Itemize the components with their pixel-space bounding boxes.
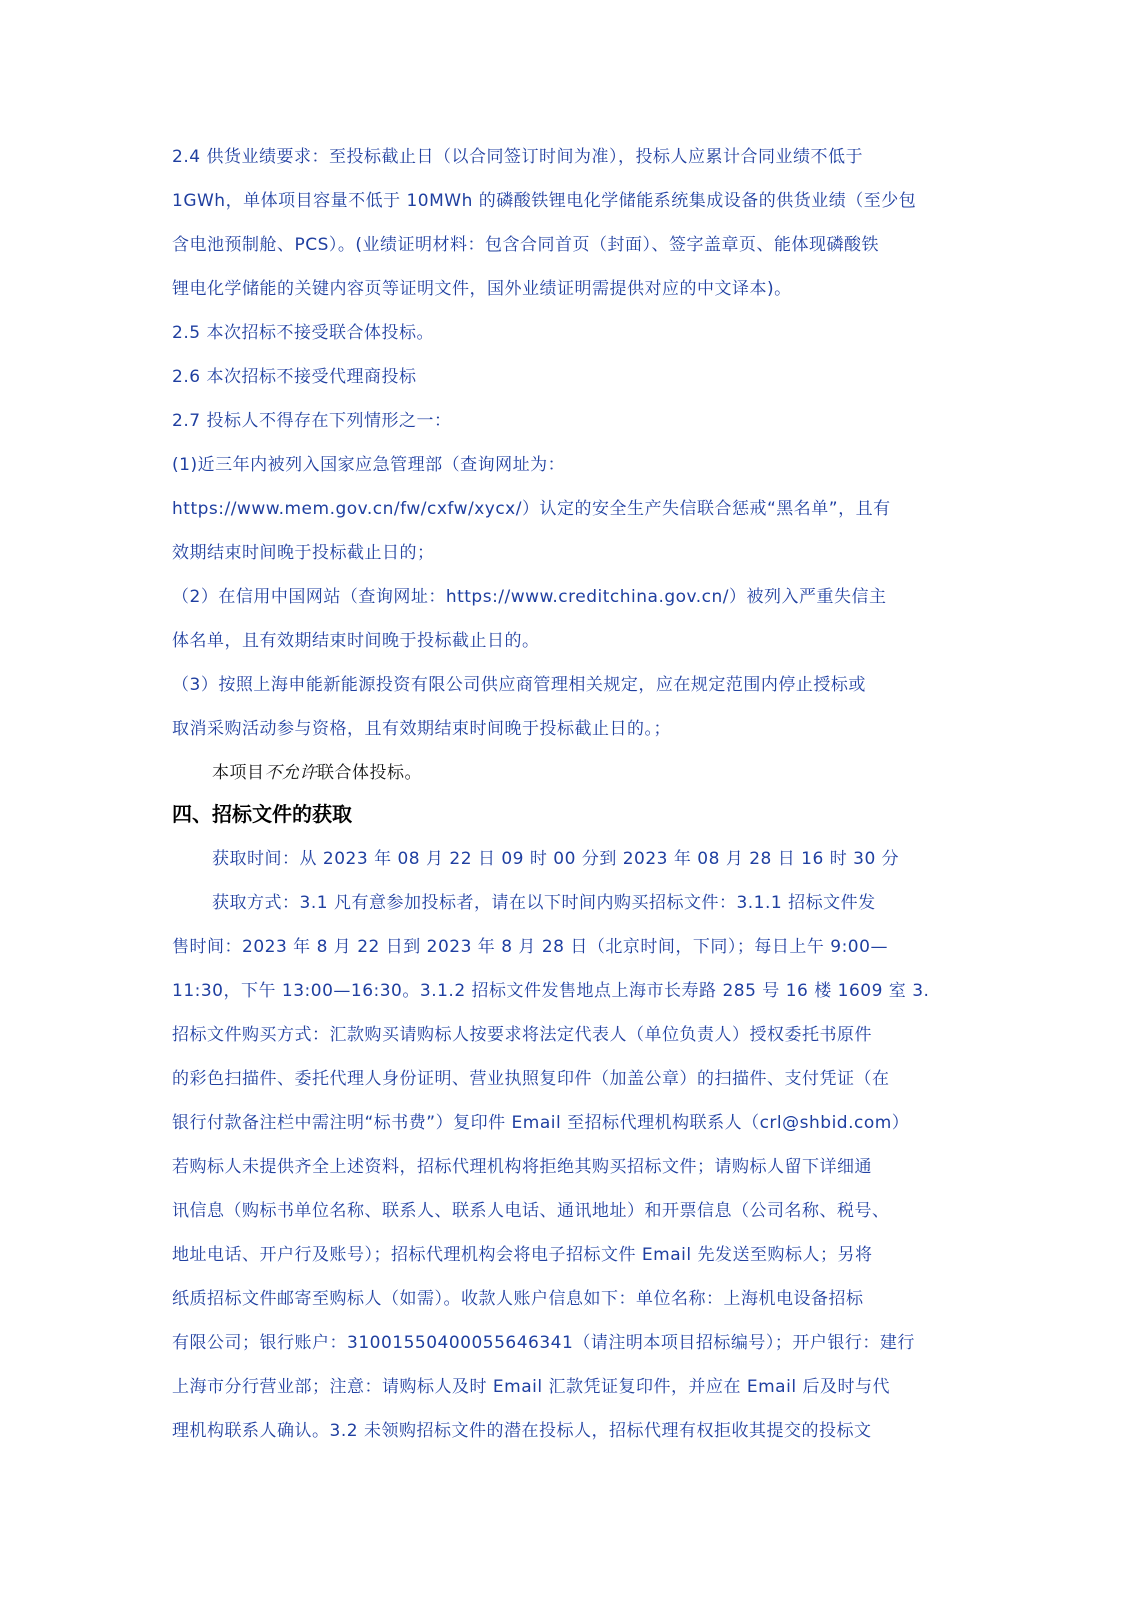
text-line-2-5: 2.5 本次招标不接受联合体投标。: [172, 323, 434, 343]
text-line-url-mem: https://www.mem.gov.cn/fw/cxfw/xycx/）认定的安全生产失信联合惩戒“黑名单”，且有: [172, 499, 891, 519]
text-line-2-6: 2.6 本次招标不接受代理商投标: [172, 367, 417, 387]
text-line-2-4: 2.4 供货业绩要求：至投标截止日（以合同签订时间为准），投标人应累计合同业绩不低于: [172, 147, 863, 167]
consortium-emphasis: 不允许: [264, 763, 317, 783]
text-line-email: 银行付款备注栏中需注明“标书费”）复印件 Email 至招标代理机构联系人（crl@shbid.com）: [172, 1113, 910, 1133]
acquisition-method-line: 获取方式：3.1 凡有意参加投标者，请在以下时间内购买招标文件：3.1.1 招标文件发: [212, 893, 876, 913]
text-line: 理机构联系人确认。3.2 未领购招标文件的潜在投标人，招标代理有权拒收其提交的投标文: [172, 1421, 872, 1441]
consortium-statement: [212, 760, 972, 786]
consortium-prefix: 本项目: [212, 763, 265, 783]
text-line: 招标文件购买方式：汇款购买请购标人按要求将法定代表人（单位负责人）授权委托书原件: [172, 1025, 872, 1045]
text-line-bank-account: 有限公司；银行账户：31001550400055646341（请注明本项目招标编号）；开户银行：建行: [172, 1333, 915, 1353]
text-line: 售时间：2023 年 8 月 22 日到 2023 年 8 月 28 日（北京时间，下同）；每日上午 9:00—: [172, 937, 888, 957]
text-line-2-7: 2.7 投标人不得存在下列情形之一：: [172, 411, 452, 431]
text-line: 取消采购活动参与资格，且有效期结束时间晚于投标截止日的。；: [172, 719, 671, 739]
text-line: 讯信息（购标书单位名称、联系人、联系人电话、通讯地址）和开票信息（公司名称、税号、: [172, 1201, 890, 1221]
text-line-item-3: （3）按照上海申能新能源投资有限公司供应商管理相关规定，应在规定范围内停止授标或: [172, 675, 866, 695]
consortium-suffix: 联合体投标。: [317, 763, 422, 783]
text-line: 的彩色扫描件、委托代理人身份证明、营业执照复印件（加盖公章）的扫描件、支付凭证（在: [172, 1069, 890, 1089]
text-line-item-1: (1)近三年内被列入国家应急管理部（查询网址为：: [172, 455, 566, 475]
text-line: 锂电化学储能的关键内容页等证明文件，国外业绩证明需提供对应的中文译本)。: [172, 279, 792, 299]
text-line: 纸质招标文件邮寄至购标人（如需）。收款人账户信息如下：单位名称：上海机电设备招标: [172, 1289, 864, 1309]
section-heading: 四、招标文件的获取: [172, 802, 352, 826]
text-line: 11:30，下午 13:00—16:30。3.1.2 招标文件发售地点上海市长寿路 285 号 16 楼 1609 室 3.: [172, 981, 930, 1001]
text-line: 上海市分行营业部；注意：请购标人及时 Email 汇款凭证复印件，并应在 Email 后及时与代: [172, 1377, 890, 1397]
text-line-item-2: （2）在信用中国网站（查询网址：https://www.creditchina.gov.cn/）被列入严重失信主: [172, 587, 887, 607]
text-line: 地址电话、开户行及账号）；招标代理机构会将电子招标文件 Email 先发送至购标人；另将: [172, 1245, 873, 1265]
text-line: 效期结束时间晚于投标截止日的；: [172, 543, 435, 563]
text-line: 体名单，且有效期结束时间晚于投标截止日的。: [172, 631, 540, 651]
acquisition-time: 获取时间：从 2023 年 08 月 22 日 09 时 00 分到 2023 年 08 月 28 日 16 时 30 分: [212, 849, 900, 869]
text-line: 1GWh，单体项目容量不低于 10MWh 的磷酸铁锂电化学储能系统集成设备的供货业绩（至少包: [172, 191, 917, 211]
text-line: 含电池预制舱、PCS）。(业绩证明材料：包含合同首页（封面）、签字盖章页、能体现磷酸铁: [172, 235, 880, 255]
text-line: 若购标人未提供齐全上述资料，招标代理机构将拒绝其购买招标文件；请购标人留下详细通: [172, 1157, 872, 1177]
